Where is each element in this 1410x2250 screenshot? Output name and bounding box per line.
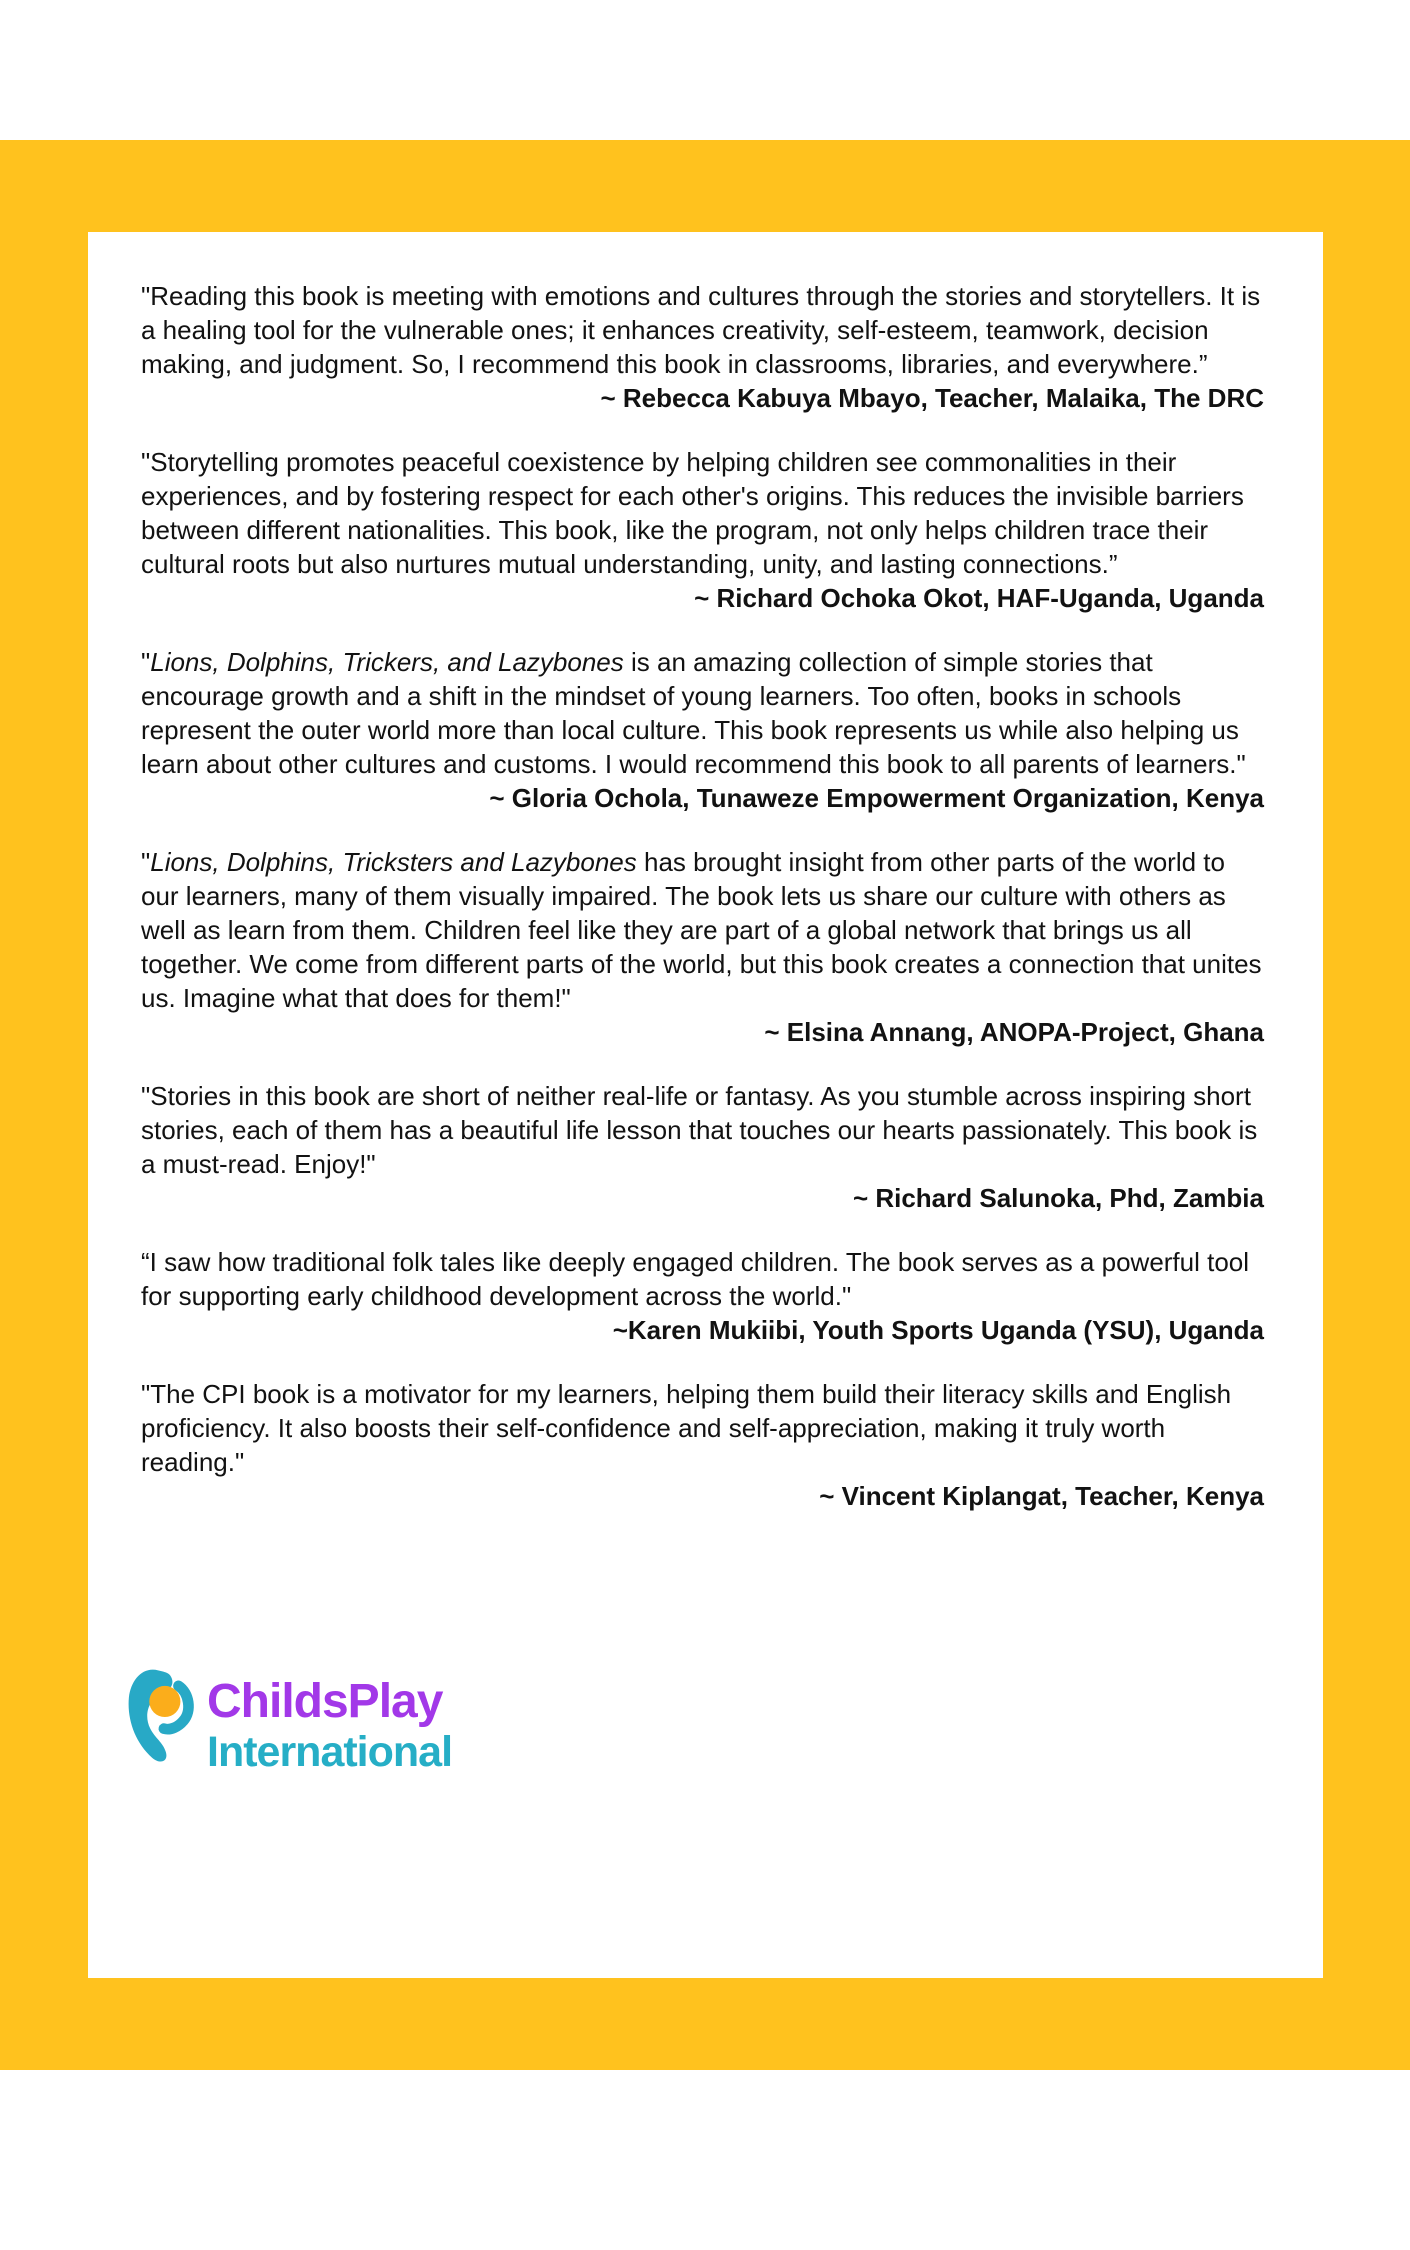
quote-book-title: Lions, Dolphins, Trickers, and Lazybones [150, 647, 624, 677]
testimonial-quote [141, 1377, 1264, 1479]
testimonial-block [141, 845, 1264, 1049]
testimonials-content [88, 232, 1323, 1774]
childsplay-international-logo [125, 1668, 1264, 1774]
quote-text: "Storytelling promotes peaceful coexistence by helping children see commonalities in their experiences, and by fostering respect for each other's origins. This reduces the invisible barriers between different nationalities. This book, like the program, not only helps children trace their cultural roots but also nurtures mutual understanding, unity, and lasting connections.” [141, 447, 1244, 579]
quote-text: "The CPI book is a motivator for my learners, helping them build their literacy skills and English proficiency. It also boosts their self-confidence and self-appreciation, making it truly worth reading." [141, 1379, 1232, 1477]
quote-text: " [141, 647, 151, 677]
testimonial-block [141, 1245, 1264, 1347]
testimonial-attribution: ~ Gloria Ochola, Tunaweze Empowerment Organization, Kenya [489, 783, 1264, 813]
quote-text: "Reading this book is meeting with emotions and cultures through the stories and storytellers. It is a healing tool for the vulnerable ones; it enhances creativity, self-esteem, teamwork, decision making, and judgment. So, I recommend this book in classrooms, libraries, and everywhere.” [141, 281, 1261, 379]
quote-text: " [141, 847, 151, 877]
testimonial-quote [141, 279, 1264, 381]
logo-wordmark-international: International [207, 1728, 453, 1776]
testimonial-attribution: ~ Richard Salunoka, Phd, Zambia [852, 1183, 1264, 1213]
logo-wordmark [207, 1675, 453, 1776]
quote-text: "Stories in this book are short of neither real-life or fantasy. As you stumble across inspiring short stories, each of them has a beautiful life lesson that touches our hearts passionately. This book is a must-read. Enjoy!" [141, 1081, 1258, 1179]
testimonial-attribution: ~ Elsina Annang, ANOPA-Project, Ghana [764, 1017, 1264, 1047]
testimonial-block [141, 279, 1264, 415]
quote-text: “I saw how traditional folk tales like deeply engaged children. The book serves as a powerful tool for supporting early childhood development across the world." [141, 1247, 1250, 1311]
testimonial-block [141, 645, 1264, 815]
logo-wordmark-childsplay: ChildsPlay [207, 1675, 443, 1728]
testimonial-attribution: ~ Richard Ochoka Okot, HAF-Uganda, Uganda [694, 583, 1264, 613]
testimonial-quote [141, 1245, 1264, 1313]
testimonial-quote [141, 445, 1264, 581]
testimonial-quote [141, 845, 1264, 1015]
testimonial-attribution: ~Karen Mukiibi, Youth Sports Uganda (YSU), Uganda [612, 1315, 1264, 1345]
testimonials-page-card [88, 232, 1323, 1978]
testimonial-block [141, 1079, 1264, 1215]
testimonial-block [141, 445, 1264, 615]
childsplay-logo-icon [125, 1668, 195, 1766]
testimonial-quote [141, 1079, 1264, 1181]
quote-text-rest: is an amazing collection of simple stories that encourage growth and a shift in the mindset of young learners. Too often, books in schools represent the outer world more than local culture. This book represents us while also helping us learn about other cultures and customs. I would recommend this book to all parents of learners." [141, 647, 1246, 779]
testimonial-quote [141, 645, 1264, 781]
testimonial-attribution: ~ Rebecca Kabuya Mbayo, Teacher, Malaika, The DRC [600, 383, 1264, 413]
testimonial-attribution: ~ Vincent Kiplangat, Teacher, Kenya [819, 1481, 1264, 1511]
testimonial-block [141, 1377, 1264, 1513]
quote-text-rest: has brought insight from other parts of the world to our learners, many of them visually impaired. The book lets us share our culture with others as well as learn from them. Children feel like they are part of a global network that brings us all together. We come from different parts of the world, but this book creates a connection that unites us. Imagine what that does for them!" [141, 847, 1262, 1013]
quote-book-title: Lions, Dolphins, Tricksters and Lazybones [150, 847, 637, 877]
